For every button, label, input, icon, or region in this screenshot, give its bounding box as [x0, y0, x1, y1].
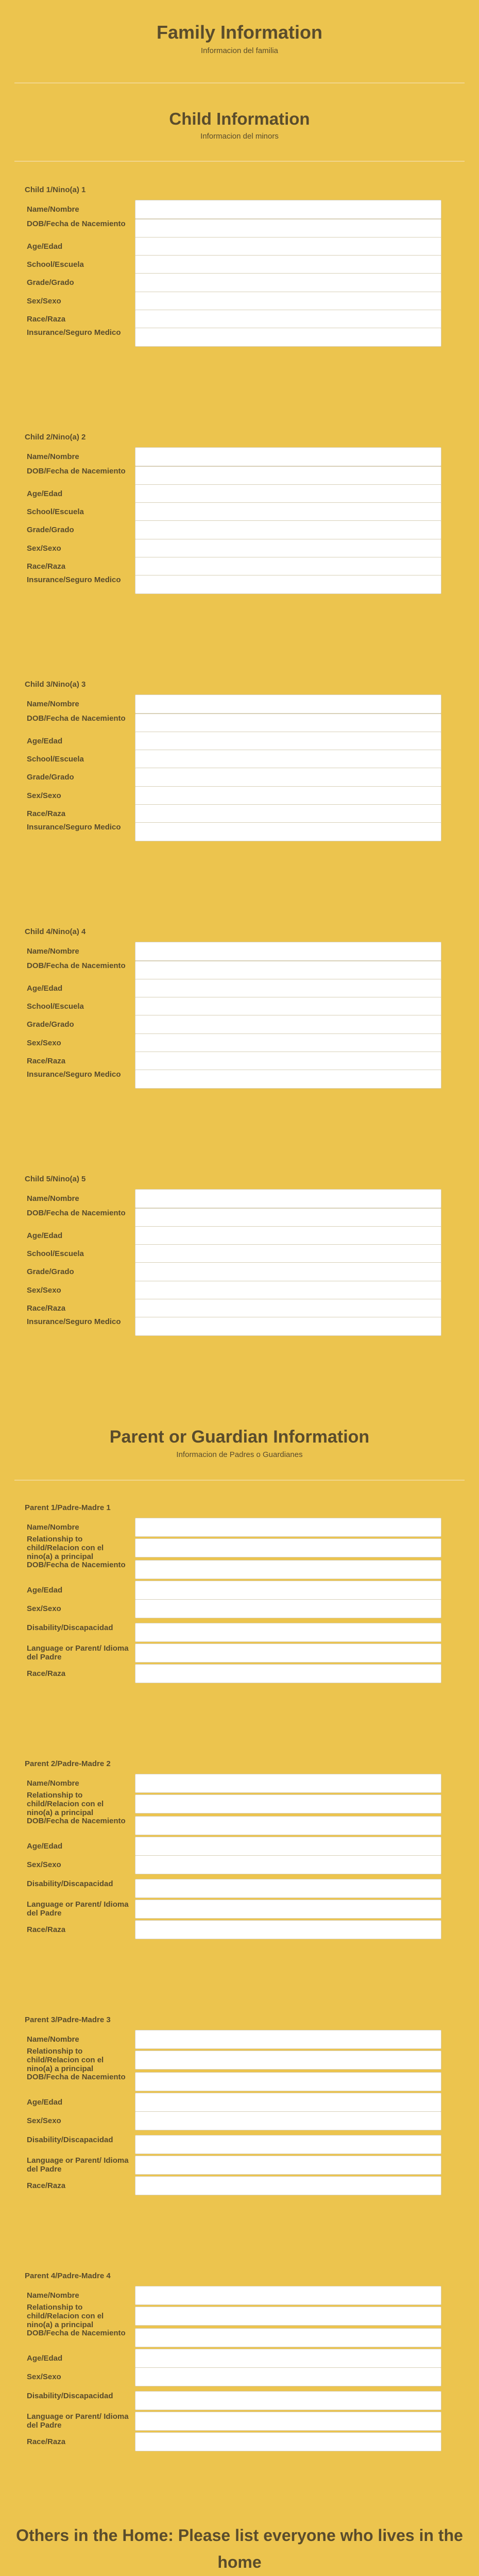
parent-3-group-title: Parent 3/Padre-Madre 3 [25, 2015, 111, 2024]
child-4-group-title: Child 4/Nino(a) 4 [25, 927, 86, 936]
parent-2-disability-input[interactable] [135, 1879, 441, 1898]
child-2-name-label: Name/Nombre [27, 452, 79, 461]
child-4-age-label: Age/Edad [27, 984, 63, 993]
child-3-age-label: Age/Edad [27, 736, 63, 745]
child-4-race-input[interactable] [135, 1052, 441, 1071]
child-1-dob-input[interactable] [135, 219, 441, 238]
parent-2-relationship-to-child-input[interactable] [135, 1794, 441, 1814]
child-1-insurance-input[interactable] [135, 328, 441, 347]
child-5-grade-label: Grade/Grado [27, 1267, 74, 1276]
parent-4-relationship-to-child-label: Relationship to child/Relacion con el nino(a) a principal [27, 2302, 104, 2329]
parent-subtitle: Informacion de Padres o Guardianes [176, 1450, 303, 1459]
child-1-name-input[interactable] [135, 200, 441, 219]
child-4-name-label: Name/Nombre [27, 946, 79, 956]
parent-2-sex-input[interactable] [135, 1855, 441, 1874]
child-4-dob-label: DOB/Fecha de Nacemiento [27, 961, 126, 970]
parent-2-name-label: Name/Nombre [27, 1778, 79, 1788]
parent-4-dob-label: DOB/Fecha de Nacemiento [27, 2329, 126, 2337]
parent-2-race-label: Race/Raza [27, 1925, 66, 1934]
child-4-name-input[interactable] [135, 942, 441, 961]
parent-3-name-label: Name/Nombre [27, 2035, 79, 2044]
parent-1-sex-input[interactable] [135, 1599, 441, 1618]
child-3-insurance-label: Insurance/Seguro Medico [27, 823, 121, 832]
child-3-name-label: Name/Nombre [27, 699, 79, 708]
child-3-race-input[interactable] [135, 804, 441, 823]
parent-4-name-label: Name/Nombre [27, 2291, 79, 2300]
child-5-name-input[interactable] [135, 1189, 441, 1208]
child-3-school-input[interactable] [135, 750, 441, 769]
child-1-dob-label: DOB/Fecha de Nacemiento [27, 219, 126, 228]
parent-4-sex-label: Sex/Sexo [27, 2372, 61, 2381]
child-1-group-title: Child 1/Nino(a) 1 [25, 185, 86, 194]
child-1-school-label: School/Escuela [27, 260, 84, 269]
parent-4-age-label: Age/Edad [27, 2353, 63, 2363]
parent-1-disability-input[interactable] [135, 1623, 441, 1642]
parent-2-language-or-parent-input[interactable] [135, 1900, 441, 1919]
parent-4-disability-label: Disability/Discapacidad [27, 2392, 113, 2400]
child-3-name-input[interactable] [135, 694, 441, 714]
child-2-insurance-label: Insurance/Seguro Medico [27, 575, 121, 584]
parent-4-dob-input[interactable] [135, 2328, 441, 2347]
child-4-school-input[interactable] [135, 997, 441, 1016]
parent-3-disability-label: Disability/Discapacidad [27, 2136, 113, 2144]
child-1-grade-input[interactable] [135, 273, 441, 292]
family-title: Family Information [156, 22, 323, 43]
child-3-insurance-input[interactable] [135, 822, 441, 841]
parent-4-disability-input[interactable] [135, 2391, 441, 2410]
child-5-sex-input[interactable] [135, 1281, 441, 1300]
parent-2-name-input[interactable] [135, 1774, 441, 1793]
parent-3-age-label: Age/Edad [27, 2097, 63, 2107]
child-1-age-input[interactable] [135, 237, 441, 256]
child-5-age-input[interactable] [135, 1226, 441, 1245]
child-divider [14, 161, 465, 162]
child-1-sex-label: Sex/Sexo [27, 296, 61, 306]
parent-2-sex-label: Sex/Sexo [27, 1860, 61, 1869]
child-5-race-input[interactable] [135, 1299, 441, 1318]
child-4-grade-label: Grade/Grado [27, 1020, 74, 1029]
parent-3-language-or-parent-label: Language or Parent/ Idioma del Padre [27, 2156, 129, 2174]
parent-4-race-label: Race/Raza [27, 2437, 66, 2446]
family-header [0, 22, 479, 55]
parent-3-relationship-to-child-input[interactable] [135, 2050, 441, 2070]
parent-1-relationship-to-child-label: Relationship to child/Relacion con el nino(a) a principal [27, 1534, 104, 1561]
parent-2-race-input[interactable] [135, 1920, 441, 1939]
child-5-grade-input[interactable] [135, 1262, 441, 1281]
child-3-dob-input[interactable] [135, 714, 441, 733]
child-3-sex-label: Sex/Sexo [27, 791, 61, 800]
child-3-grade-input[interactable] [135, 768, 441, 787]
child-2-age-input[interactable] [135, 484, 441, 503]
child-2-dob-label: DOB/Fecha de Nacemiento [27, 467, 126, 476]
parent-4-name-input[interactable] [135, 2286, 441, 2305]
child-5-dob-input[interactable] [135, 1208, 441, 1227]
parent-1-name-label: Name/Nombre [27, 1522, 79, 1532]
parent-1-age-input[interactable] [135, 1581, 441, 1600]
parent-4-language-or-parent-label: Language or Parent/ Idioma del Padre [27, 2412, 129, 2430]
child-1-name-label: Name/Nombre [27, 205, 79, 214]
child-2-grade-label: Grade/Grado [27, 525, 74, 534]
child-3-dob-label: DOB/Fecha de Nacemiento [27, 714, 126, 723]
parent-1-language-or-parent-input[interactable] [135, 1643, 441, 1663]
child-1-race-input[interactable] [135, 310, 441, 329]
child-3-age-input[interactable] [135, 732, 441, 751]
child-4-sex-input[interactable] [135, 1033, 441, 1053]
child-5-school-input[interactable] [135, 1244, 441, 1263]
child-1-insurance-label: Insurance/Seguro Medico [27, 328, 121, 337]
child-3-sex-input[interactable] [135, 786, 441, 805]
parent-2-disability-label: Disability/Discapacidad [27, 1879, 113, 1888]
child-4-age-input[interactable] [135, 979, 441, 998]
child-5-age-label: Age/Edad [27, 1231, 63, 1240]
child-2-insurance-input[interactable] [135, 575, 441, 594]
parent-3-race-label: Race/Raza [27, 2181, 66, 2190]
child-1-grade-label: Grade/Grado [27, 278, 74, 287]
parent-2-dob-input[interactable] [135, 1816, 441, 1835]
child-1-school-input[interactable] [135, 255, 441, 274]
parent-4-race-input[interactable] [135, 2432, 441, 2451]
parent-2-group-title: Parent 2/Padre-Madre 2 [25, 1759, 111, 1768]
parent-2-dob-label: DOB/Fecha de Nacemiento [27, 1817, 126, 1825]
parent-3-relationship-to-child-label: Relationship to child/Relacion con el nino(a) a principal [27, 2046, 104, 2073]
child-3-group-title: Child 3/Nino(a) 3 [25, 680, 86, 689]
child-2-name-input[interactable] [135, 447, 441, 466]
child-4-dob-input[interactable] [135, 961, 441, 980]
family-divider [14, 82, 465, 83]
child-2-sex-label: Sex/Sexo [27, 544, 61, 553]
parent-2-age-label: Age/Edad [27, 1841, 63, 1851]
child-2-school-label: School/Escuela [27, 507, 84, 516]
parent-4-age-input[interactable] [135, 2349, 441, 2368]
child-5-dob-label: DOB/Fecha de Nacemiento [27, 1209, 126, 1217]
child-2-race-label: Race/Raza [27, 562, 66, 571]
parent-3-disability-input[interactable] [135, 2135, 441, 2154]
parent-1-sex-label: Sex/Sexo [27, 1604, 61, 1613]
child-5-school-label: School/Escuela [27, 1249, 84, 1258]
parent-4-sex-input[interactable] [135, 2367, 441, 2386]
parent-2-age-input[interactable] [135, 1837, 441, 1856]
child-5-insurance-input[interactable] [135, 1317, 441, 1336]
child-3-race-label: Race/Raza [27, 809, 66, 818]
child-1-sex-input[interactable] [135, 292, 441, 311]
child-title: Child Information [169, 109, 310, 128]
child-2-age-label: Age/Edad [27, 489, 63, 498]
child-5-sex-label: Sex/Sexo [27, 1285, 61, 1295]
child-4-insurance-input[interactable] [135, 1070, 441, 1089]
child-2-dob-input[interactable] [135, 466, 441, 485]
child-4-sex-label: Sex/Sexo [27, 1038, 61, 1047]
parent-divider [14, 1480, 465, 1481]
child-3-grade-label: Grade/Grado [27, 772, 74, 782]
parent-3-race-input[interactable] [135, 2176, 441, 2195]
parent-1-name-input[interactable] [135, 1518, 441, 1537]
child-5-insurance-label: Insurance/Seguro Medico [27, 1317, 121, 1326]
parent-1-relationship-to-child-input[interactable] [135, 1538, 441, 1557]
parent-3-dob-label: DOB/Fecha de Nacemiento [27, 2073, 126, 2081]
parent-1-race-label: Race/Raza [27, 1669, 66, 1678]
parent-title: Parent or Guardian Information [109, 1427, 370, 1447]
child-2-race-input[interactable] [135, 557, 441, 576]
child-subtitle: Informacion del minors [200, 132, 279, 141]
child-header [0, 109, 479, 141]
child-4-school-label: School/Escuela [27, 1002, 84, 1011]
child-5-race-label: Race/Raza [27, 1303, 66, 1313]
parent-1-dob-label: DOB/Fecha de Nacemiento [27, 1561, 126, 1569]
child-4-race-label: Race/Raza [27, 1056, 66, 1065]
child-2-school-input[interactable] [135, 502, 441, 521]
child-1-race-label: Race/Raza [27, 314, 66, 324]
parent-3-age-input[interactable] [135, 2093, 441, 2112]
parent-2-relationship-to-child-label: Relationship to child/Relacion con el nino(a) a principal [27, 1790, 104, 1817]
parent-4-group-title: Parent 4/Padre-Madre 4 [25, 2272, 111, 2280]
parent-4-relationship-to-child-input[interactable] [135, 2307, 441, 2326]
parent-3-dob-input[interactable] [135, 2072, 441, 2091]
child-2-sex-input[interactable] [135, 539, 441, 558]
child-1-age-label: Age/Edad [27, 242, 63, 251]
others-header [0, 2522, 479, 2576]
parent-1-disability-label: Disability/Discapacidad [27, 1623, 113, 1632]
child-2-group-title: Child 2/Nino(a) 2 [25, 433, 86, 442]
parent-1-dob-input[interactable] [135, 1560, 441, 1579]
others-title: Others in the Home: Please list everyone who lives in the home [16, 2526, 463, 2571]
child-3-school-label: School/Escuela [27, 754, 84, 764]
parent-3-name-input[interactable] [135, 2030, 441, 2049]
parent-3-sex-label: Sex/Sexo [27, 2116, 61, 2125]
parent-1-group-title: Parent 1/Padre-Madre 1 [25, 1503, 111, 1512]
child-4-insurance-label: Insurance/Seguro Medico [27, 1070, 121, 1079]
parent-3-sex-input[interactable] [135, 2111, 441, 2130]
child-4-grade-input[interactable] [135, 1015, 441, 1034]
parent-3-language-or-parent-input[interactable] [135, 2156, 441, 2175]
parent-1-language-or-parent-label: Language or Parent/ Idioma del Padre [27, 1644, 129, 1662]
child-2-grade-input[interactable] [135, 520, 441, 539]
child-5-name-label: Name/Nombre [27, 1194, 79, 1203]
family-subtitle: Informacion del familia [200, 46, 279, 55]
child-5-group-title: Child 5/Nino(a) 5 [25, 1175, 86, 1183]
parent-2-language-or-parent-label: Language or Parent/ Idioma del Padre [27, 1900, 129, 1918]
parent-1-age-label: Age/Edad [27, 1585, 63, 1595]
parent-header [0, 1427, 479, 1459]
parent-1-race-input[interactable] [135, 1664, 441, 1683]
parent-4-language-or-parent-input[interactable] [135, 2412, 441, 2431]
